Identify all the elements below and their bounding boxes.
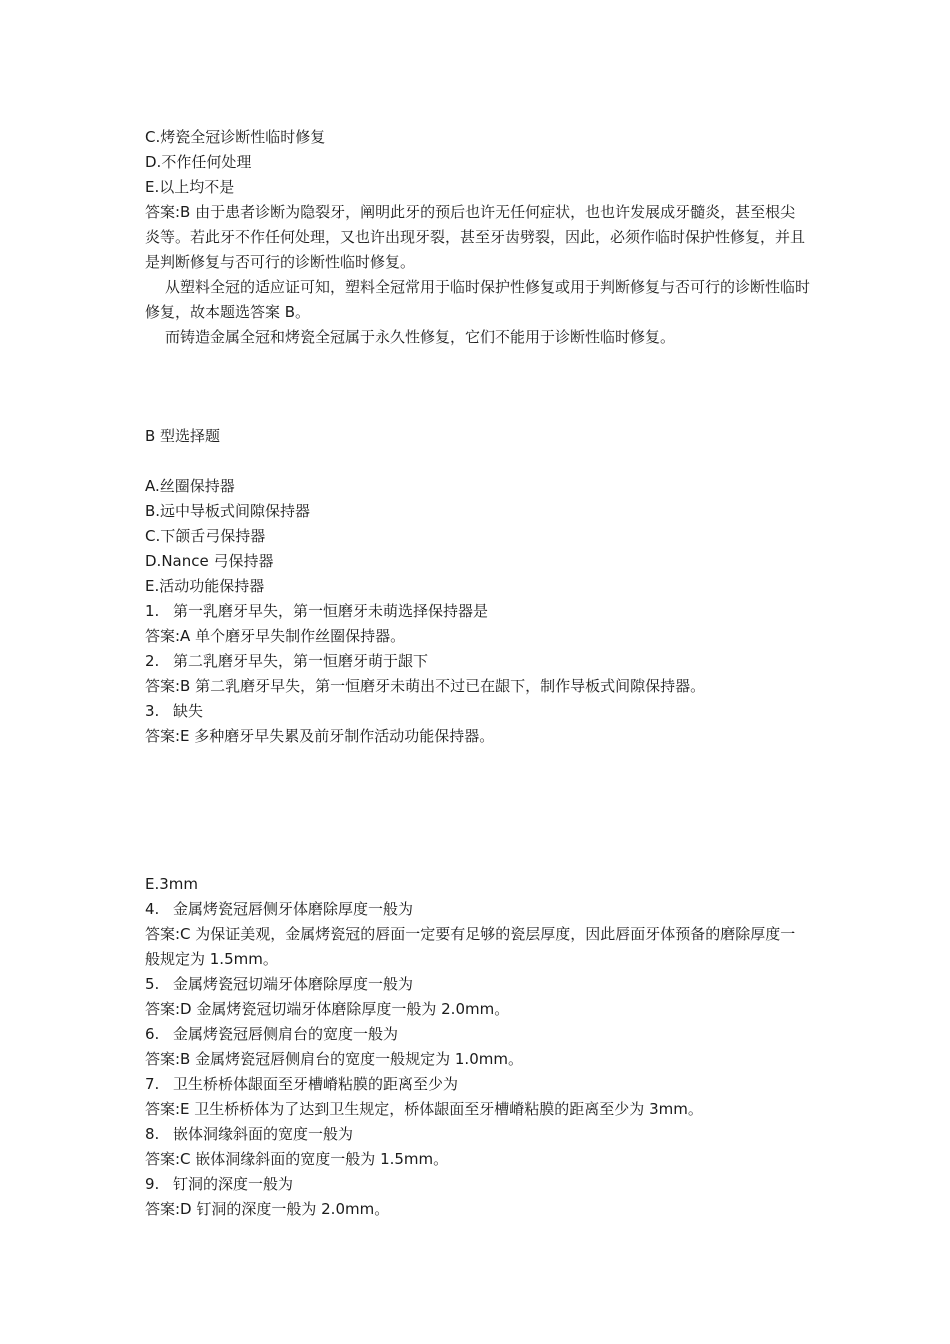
answer-4: 答案:C 为保证美观，金属烤瓷冠的唇面一定要有足够的瓷层厚度，因此唇面牙体预备的磨除厚度一般规定为 1.5mm。	[145, 925, 796, 968]
option-e: E.活动功能保持器	[145, 577, 265, 595]
option-e: E.以上均不是	[145, 178, 235, 196]
question-text: 卫生桥桥体龈面至牙槽嵴粘膜的距离至少为	[173, 1075, 459, 1093]
answer-6: 答案:B 金属烤瓷冠唇侧肩台的宽度一般规定为 1.0mm。	[145, 1050, 523, 1068]
question-number: 7.	[145, 1075, 160, 1093]
question-text: 第一乳磨牙早失，第一恒磨牙未萌选择保持器是	[173, 602, 489, 620]
option-d: D.不作任何处理	[145, 153, 252, 171]
question-9	[145, 1172, 810, 1197]
explanation-paragraph-3: 而铸造金属全冠和烤瓷全冠属于永久性修复，它们不能用于诊断性临时修复。	[165, 328, 676, 346]
question-text: 缺失	[173, 702, 204, 720]
question-number: 8.	[145, 1125, 160, 1143]
section-3	[145, 872, 810, 1222]
question-6	[145, 1022, 810, 1047]
question-number: 4.	[145, 900, 160, 918]
answer-9: 答案:D 钉洞的深度一般为 2.0mm。	[145, 1200, 390, 1218]
question-3	[145, 699, 810, 724]
section-heading: B 型选择题	[145, 427, 221, 445]
question-text: 金属烤瓷冠唇侧肩台的宽度一般为	[173, 1025, 399, 1043]
question-number: 1.	[145, 602, 160, 620]
question-text: 金属烤瓷冠切端牙体磨除厚度一般为	[173, 975, 414, 993]
answer-explanation: 答案:B 由于患者诊断为隐裂牙，阐明此牙的预后也许无任何症状，也也许发展成牙髓炎，甚至根尖炎等。若此牙不作任何处理，又也许出现牙裂，甚至牙齿劈裂，因此，必须作临时保护性修复，并且是判断修复与否可行的诊断性临时修复。	[145, 203, 806, 271]
question-text: 嵌体洞缘斜面的宽度一般为	[173, 1125, 354, 1143]
question-number: 6.	[145, 1025, 160, 1043]
option-c: C.下颌舌弓保持器	[145, 527, 266, 545]
question-number: 3.	[145, 702, 160, 720]
answer-7: 答案:E 卫生桥桥体为了达到卫生规定，桥体龈面至牙槽嵴粘膜的距离至少为 3mm。	[145, 1100, 703, 1118]
answer-3: 答案:E 多种磨牙早失累及前牙制作活动功能保持器。	[145, 727, 495, 745]
option-c: C.烤瓷全冠诊断性临时修复	[145, 128, 326, 146]
answer-1: 答案:A 单个磨牙早失制作丝圈保持器。	[145, 627, 406, 645]
question-text: 钉洞的深度一般为	[173, 1175, 294, 1193]
question-4	[145, 897, 810, 922]
question-text: 金属烤瓷冠唇侧牙体磨除厚度一般为	[173, 900, 414, 918]
option-b: B.远中导板式间隙保持器	[145, 502, 311, 520]
question-number: 9.	[145, 1175, 160, 1193]
option-a: A.丝圈保持器	[145, 477, 235, 495]
question-7	[145, 1072, 810, 1097]
section-1	[145, 125, 810, 350]
question-number: 2.	[145, 652, 160, 670]
explanation-paragraph-2: 从塑料全冠的适应证可知，塑料全冠常用于临时保护性修复或用于判断修复与否可行的诊断性临时修复，故本题选答案 B。	[145, 278, 811, 321]
section-2	[145, 424, 810, 749]
question-2	[145, 649, 810, 674]
question-number: 5.	[145, 975, 160, 993]
spacer	[145, 449, 810, 474]
question-1	[145, 599, 810, 624]
answer-8: 答案:C 嵌体洞缘斜面的宽度一般为 1.5mm。	[145, 1150, 449, 1168]
answer-2: 答案:B 第二乳磨牙早失，第一恒磨牙未萌出不过已在龈下，制作导板式间隙保持器。	[145, 677, 706, 695]
answer-5: 答案:D 金属烤瓷冠切端牙体磨除厚度一般为 2.0mm。	[145, 1000, 510, 1018]
question-text: 第二乳磨牙早失，第一恒磨牙萌于龈下	[173, 652, 429, 670]
question-5	[145, 972, 810, 997]
question-8	[145, 1122, 810, 1147]
option-d: D.Nance 弓保持器	[145, 552, 274, 570]
option-e: E.3mm	[145, 875, 199, 893]
